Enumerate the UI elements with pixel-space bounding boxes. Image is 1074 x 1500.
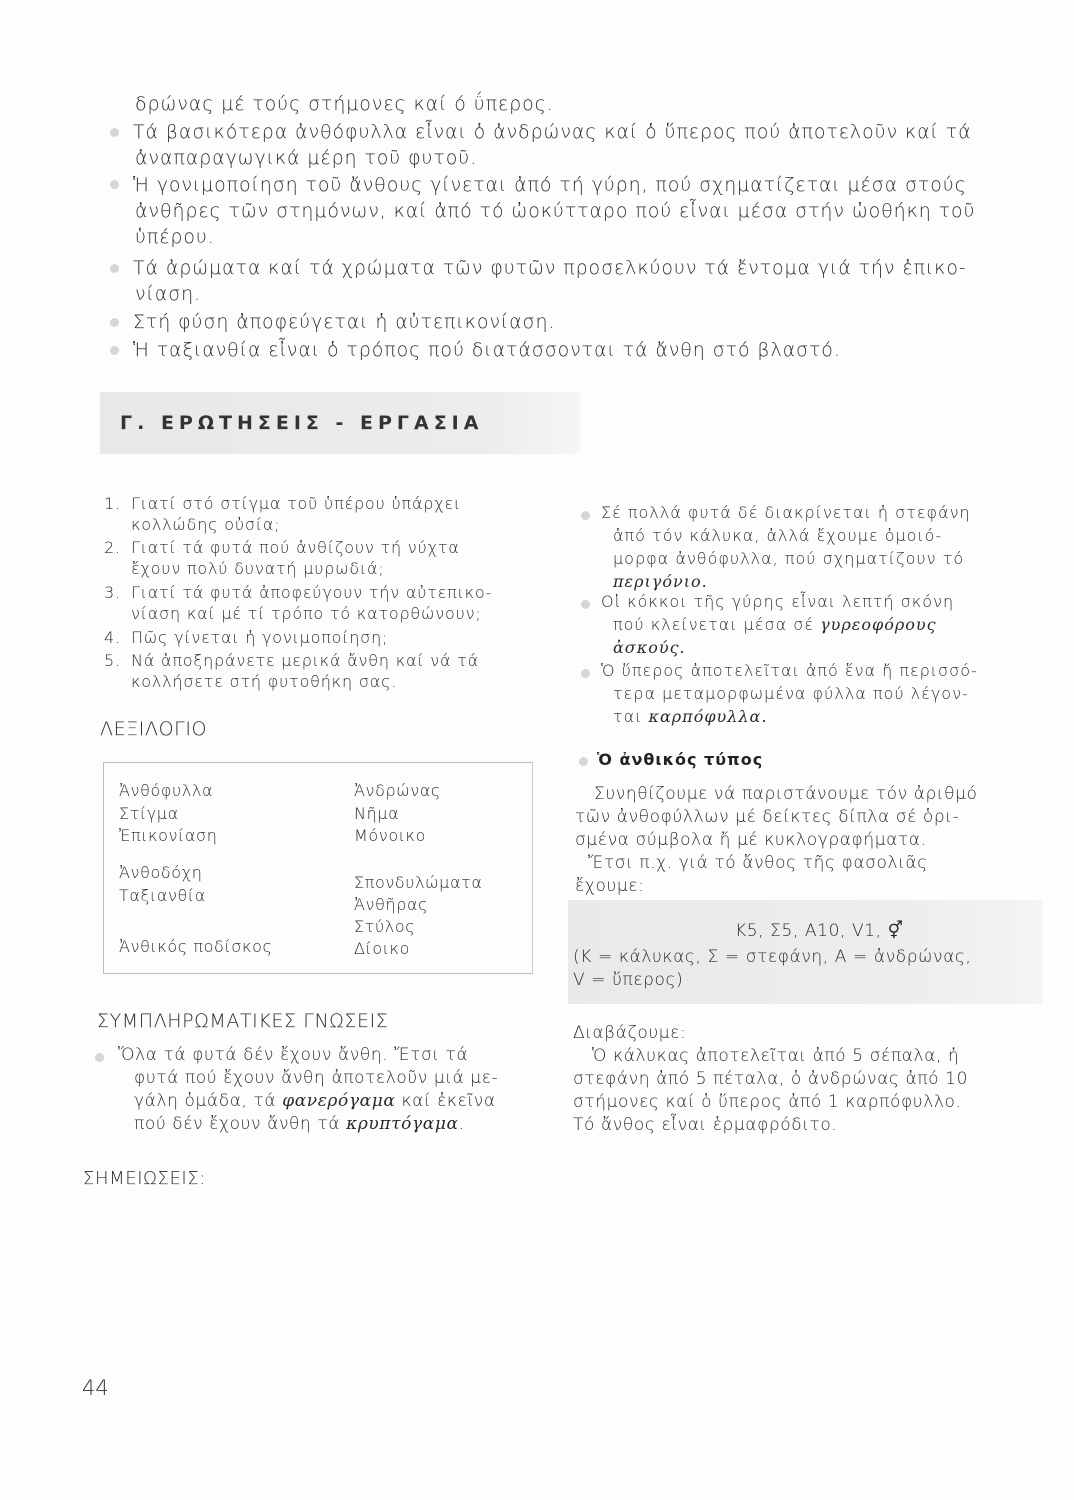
lexicon-term: Ταξιανθία xyxy=(119,886,206,905)
question-number: 5. xyxy=(104,651,121,670)
bullet-icon xyxy=(95,1053,104,1062)
summary-line: Ἡ γονιμοποίηση τοῦ ἄνθους γίνεται ἀπό τή γύρη, πού σχηματίζεται μέσα στούς xyxy=(133,174,967,196)
floral-formula-heading: Ὁ ἀνθικός τύπος xyxy=(597,750,764,769)
lexicon-term: Σπονδυλώματα xyxy=(354,873,483,892)
question-text: Νά ἀποξηράνετε μερικά ἄνθη καί νά τά xyxy=(131,651,479,670)
section-title: Γ. ΕΡΩΤΗΣΕΙΣ - ΕΡΓΑΣΙΑ xyxy=(120,412,484,434)
term-cryptogams: κρυπτόγαμα xyxy=(346,1114,459,1134)
term-sacs: ἀσκούς. xyxy=(613,638,686,657)
right-line: ἀπό τόν κάλυκα, ἀλλά ἔχουμε ὁμοιό- xyxy=(613,526,943,545)
term-pollen-sacs: γυρεοφόρους xyxy=(820,615,937,634)
question-text: ἔχουν πολύ δυνατή μυρωδιά; xyxy=(131,559,385,578)
formula-legend: V = ὕπερος) xyxy=(573,970,684,990)
question-text: Γιατί τά φυτά πού ἀνθίζουν τή νύχτα xyxy=(131,538,460,557)
floral-formula: K5, Σ5, A10, V1, ⚥ xyxy=(735,921,904,941)
lexicon-term: Ἀνθῆρας xyxy=(354,895,429,914)
lexicon-term: Στύλος xyxy=(354,917,416,936)
right-line: Ἔτσι π.χ. γιά τό ἄνθος τῆς φασολιᾶς xyxy=(588,853,928,873)
right-line: μορφα ἀνθόφυλλα, πού σχηματίζουν τό xyxy=(613,549,965,568)
right-line: ἔχουμε: xyxy=(575,876,645,896)
right-line: σμένα σύμβολα ἤ μέ κυκλογραφήματα. xyxy=(575,830,927,850)
right-line: Σέ πολλά φυτά δέ διακρίνεται ἡ στεφάνη xyxy=(601,503,971,522)
lexicon-term: Δίοικο xyxy=(354,939,411,958)
right-line: Ὁ ὕπερος ἀποτελεῖται ἀπό ἕνα ἤ περισσό- xyxy=(601,661,978,680)
read-label: Διαβάζουμε: xyxy=(573,1023,687,1043)
lexicon-term: Μόνοικο xyxy=(354,826,427,845)
lexicon-heading: ΛΕΞΙΛΟΓΙΟ xyxy=(100,718,208,740)
bullet-icon xyxy=(581,669,590,678)
question-number: 3. xyxy=(104,583,121,602)
right-line: Τό ἄνθος εἶναι ἑρμαφρόδιτο. xyxy=(573,1115,838,1135)
formula-legend: (Κ = κάλυκας, Σ = στεφάνη, Α = ἀνδρώνας, xyxy=(573,947,972,967)
question-number: 4. xyxy=(104,628,121,647)
supplementary-line: γάλη ὁμάδα, τά φανερόγαμα καί ἐκεῖνα xyxy=(134,1091,496,1111)
lexicon-term: Ἀνθοδόχη xyxy=(119,863,203,882)
right-line: Ὁ κάλυκας ἀποτελεῖται ἀπό 5 σέπαλα, ἡ xyxy=(592,1046,960,1066)
bullet-icon xyxy=(110,264,119,273)
lexicon-term: Στίγμα xyxy=(119,804,179,823)
right-line: Οἱ κόκκοι τῆς γύρης εἶναι λεπτή σκόνη xyxy=(601,592,955,611)
question-text: νίαση καί μέ τί τρόπο τό κατορθώνουν; xyxy=(131,604,482,623)
question-number: 2. xyxy=(104,538,121,557)
page-number: 44 xyxy=(82,1376,109,1400)
summary-line: ὑπέρου. xyxy=(135,226,215,248)
summary-line: Τά βασικότερα ἀνθόφυλλα εἶναι ὁ ἀνδρώνας καί ὁ ὕπερος πού ἀποτελοῦν καί τά xyxy=(133,121,972,143)
question-text: Γιατί τά φυτά ἀποφεύγουν τήν αὐτεπικο- xyxy=(131,583,493,602)
question-text: κολλώδης οὐσία; xyxy=(131,515,281,534)
supplementary-line: φυτά πού ἔχουν ἄνθη ἀποτελοῦν μιά με- xyxy=(134,1068,499,1088)
lexicon-term: Ἀνδρώνας xyxy=(354,781,441,800)
supplementary-heading: ΣΥΜΠΛΗΡΩΜΑΤΙΚΕΣ ΓΝΩΣΕΙΣ xyxy=(97,1010,389,1032)
right-line: τῶν ἀνθοφύλλων μέ δείκτες δίπλα σέ ὁρι- xyxy=(575,807,960,827)
lexicon-term: Ἀνθόφυλλα xyxy=(119,781,214,800)
summary-line: Ἡ ταξιανθία εἶναι ὁ τρόπος πού διατάσσονται τά ἄνθη στό βλαστό. xyxy=(133,339,841,361)
bullet-icon xyxy=(579,757,588,766)
right-line: στήμονες καί ὁ ὕπερος ἀπό 1 καρπόφυλλο. xyxy=(573,1092,962,1112)
summary-line: νίαση. xyxy=(135,283,202,305)
right-line: πού κλείνεται μέσα σέ γυρεοφόρους xyxy=(613,615,937,634)
term-carpels: καρπόφυλλα. xyxy=(648,707,768,726)
lexicon-term: Νῆμα xyxy=(354,804,400,823)
supplementary-line: Ὅλα τά φυτά δέν ἔχουν ἄνθη. Ἔτσι τά xyxy=(118,1045,469,1065)
right-line: τερα μεταμορφωμένα φύλλα πού λέγον- xyxy=(613,684,969,703)
bullet-icon xyxy=(110,128,119,137)
question-number: 1. xyxy=(104,494,121,513)
bullet-icon xyxy=(581,511,590,520)
term-phanerogams: φανερόγαμα xyxy=(282,1091,396,1111)
bullet-icon xyxy=(581,600,590,609)
bullet-icon xyxy=(110,346,119,355)
term-perigonium: περιγόνιο. xyxy=(613,572,708,591)
notes-label: ΣΗΜΕΙΩΣΕΙΣ: xyxy=(83,1168,206,1189)
summary-line: Τά ἀρώματα καί τά χρώματα τῶν φυτῶν προσελκύουν τά ἔντομα γιά τήν ἐπικο- xyxy=(133,257,967,279)
summary-line: Στή φύση ἀποφεύγεται ἡ αὐτεπικονίαση. xyxy=(133,311,556,333)
supplementary-line: πού δέν ἔχουν ἄνθη τά κρυπτόγαμα. xyxy=(134,1114,465,1134)
right-line: στεφάνη ἀπό 5 πέταλα, ὁ ἀνδρώνας ἀπό 10 xyxy=(573,1069,968,1089)
question-text: Γιατί στό στίγμα τοῦ ὑπέρου ὑπάρχει xyxy=(131,494,461,513)
summary-line: ἀνθῆρες τῶν στημόνων, καί ἀπό τό ὠοκύτταρο πού εἶναι μέσα στήν ὠοθήκη τοῦ xyxy=(135,200,976,222)
bullet-icon xyxy=(110,180,119,189)
question-text: κολλήσετε στή φυτοθήκη σας. xyxy=(131,672,398,691)
lexicon-term: Ἐπικονίαση xyxy=(119,826,218,845)
summary-line: ἀναπαραγωγικά μέρη τοῦ φυτοῦ. xyxy=(135,147,478,169)
bullet-icon xyxy=(110,318,119,327)
right-line: Συνηθίζουμε νά παριστάνουμε τόν ἀριθμό xyxy=(594,784,978,804)
lexicon-term: Ἀνθικός ποδίσκος xyxy=(119,937,273,956)
question-text: Πῶς γίνεται ἡ γονιμοποίηση; xyxy=(131,628,389,647)
summary-line: δρώνας μέ τούς στήμονες καί ό ΰπερος. xyxy=(135,93,554,115)
right-line: ται καρπόφυλλα. xyxy=(613,707,768,726)
